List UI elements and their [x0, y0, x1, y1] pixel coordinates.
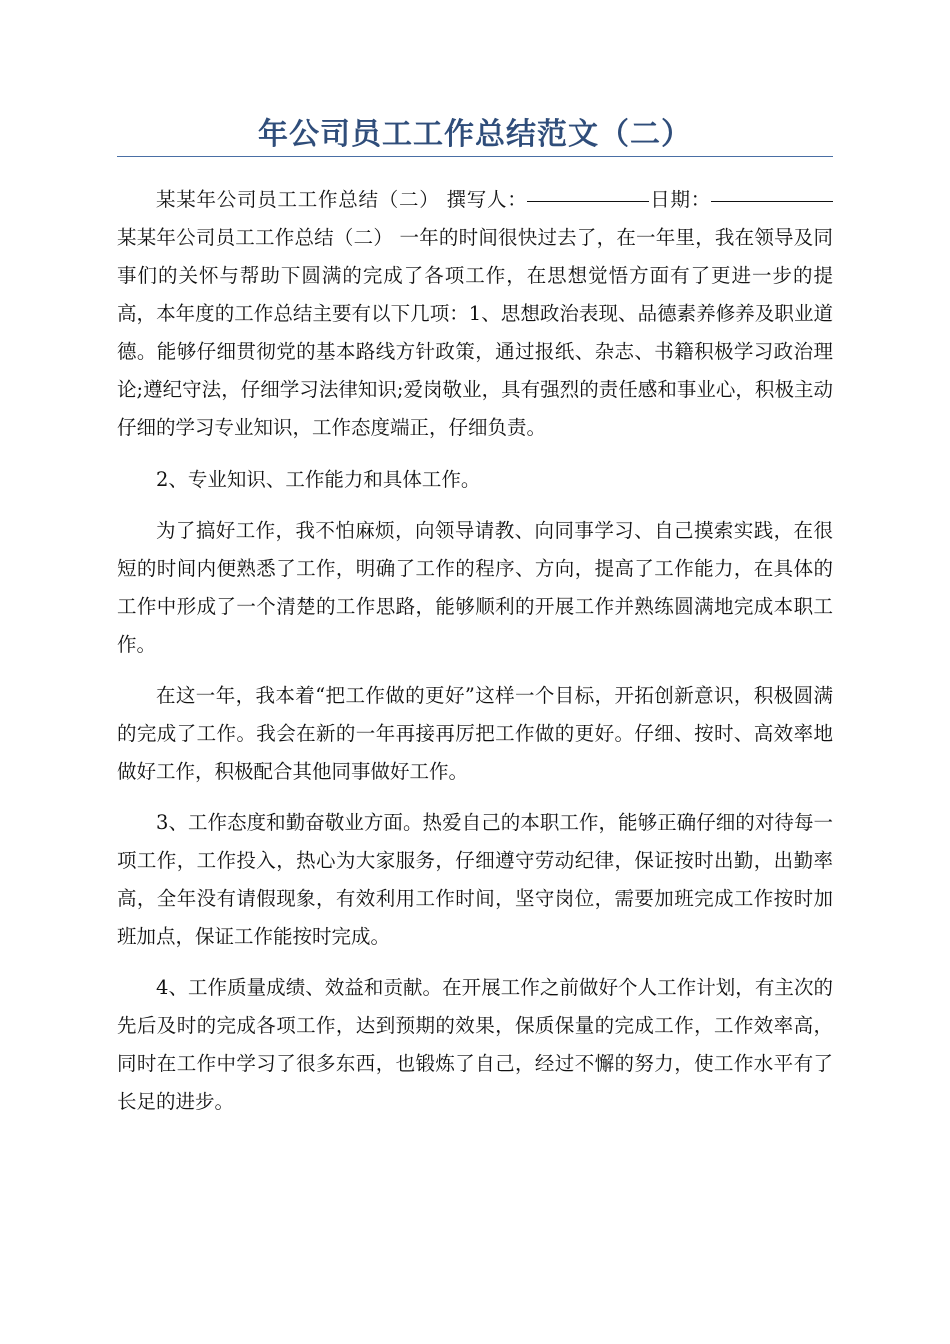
document-title: 年公司员工工作总结范文（二） — [258, 117, 692, 152]
paragraph-section-3: 3、工作态度和勤奋敬业方面。热爱自己的本职工作，能够正确仔细的对待每一项工作，工作投入，热心为大家服务，仔细遵守劳动纪律，保证按时出勤，出勤率高，全年没有请假现象，有效利用工作时间，坚守岗位，需要加班完成工作按时加班加点，保证工作能按时完成。 — [117, 811, 833, 948]
intro-text-2: 日期： — [649, 188, 711, 211]
paragraph-section-4: 4、工作质量成绩、效益和贡献。在开展工作之前做好个人工作计划，有主次的先后及时的完成各项工作，达到预期的效果，保质保量的完成工作，工作效率高，同时在工作中学习了很多东西，也锻炼了自己，经过不懈的努力，使工作水平有了长足的进步。 — [117, 976, 833, 1113]
author-blank-line — [527, 200, 649, 202]
intro-paragraph — [117, 181, 833, 447]
paragraph-goal: 在这一年，我本着“把工作做的更好”这样一个目标，开拓创新意识，积极圆满的完成了工作。我会在新的一年再接再厉把工作做的更好。仔细、按时、高效率地做好工作，积极配合其他同事做好工作。 — [117, 684, 833, 783]
intro-text-3: 某某年公司员工工作总结（二） 一年的时间很快过去了，在一年里，我在领导及同事们的关怀与帮助下圆满的完成了各项工作，在思想觉悟方面有了更进一步的提高，本年度的工作总结主要有以下几项：1、思想政治表现、品德素养修养及职业道德。能够仔细贯彻党的基本路线方针政策，通过报纸、杂志、书籍积极学习政治理论;遵纪守法，仔细学习法律知识;爱岗敬业，具有强烈的责任感和事业心，积极主动仔细的学习专业知识，工作态度端正，仔细负责。 — [117, 226, 833, 439]
title-underline — [117, 156, 833, 157]
paragraph-work-ability: 为了搞好工作，我不怕麻烦，向领导请教、向同事学习、自己摸索实践，在很短的时间内便熟悉了工作，明确了工作的程序、方向，提高了工作能力，在具体的工作中形成了一个清楚的工作思路，能够顺利的开展工作并熟练圆满地完成本职工作。 — [117, 519, 833, 656]
document-body — [117, 181, 833, 1121]
intro-text-1: 某某年公司员工工作总结（二） 撰写人： — [156, 188, 528, 211]
paragraph-section-2: 2、专业知识、工作能力和具体工作。 — [156, 468, 481, 491]
date-blank-line — [711, 200, 833, 202]
